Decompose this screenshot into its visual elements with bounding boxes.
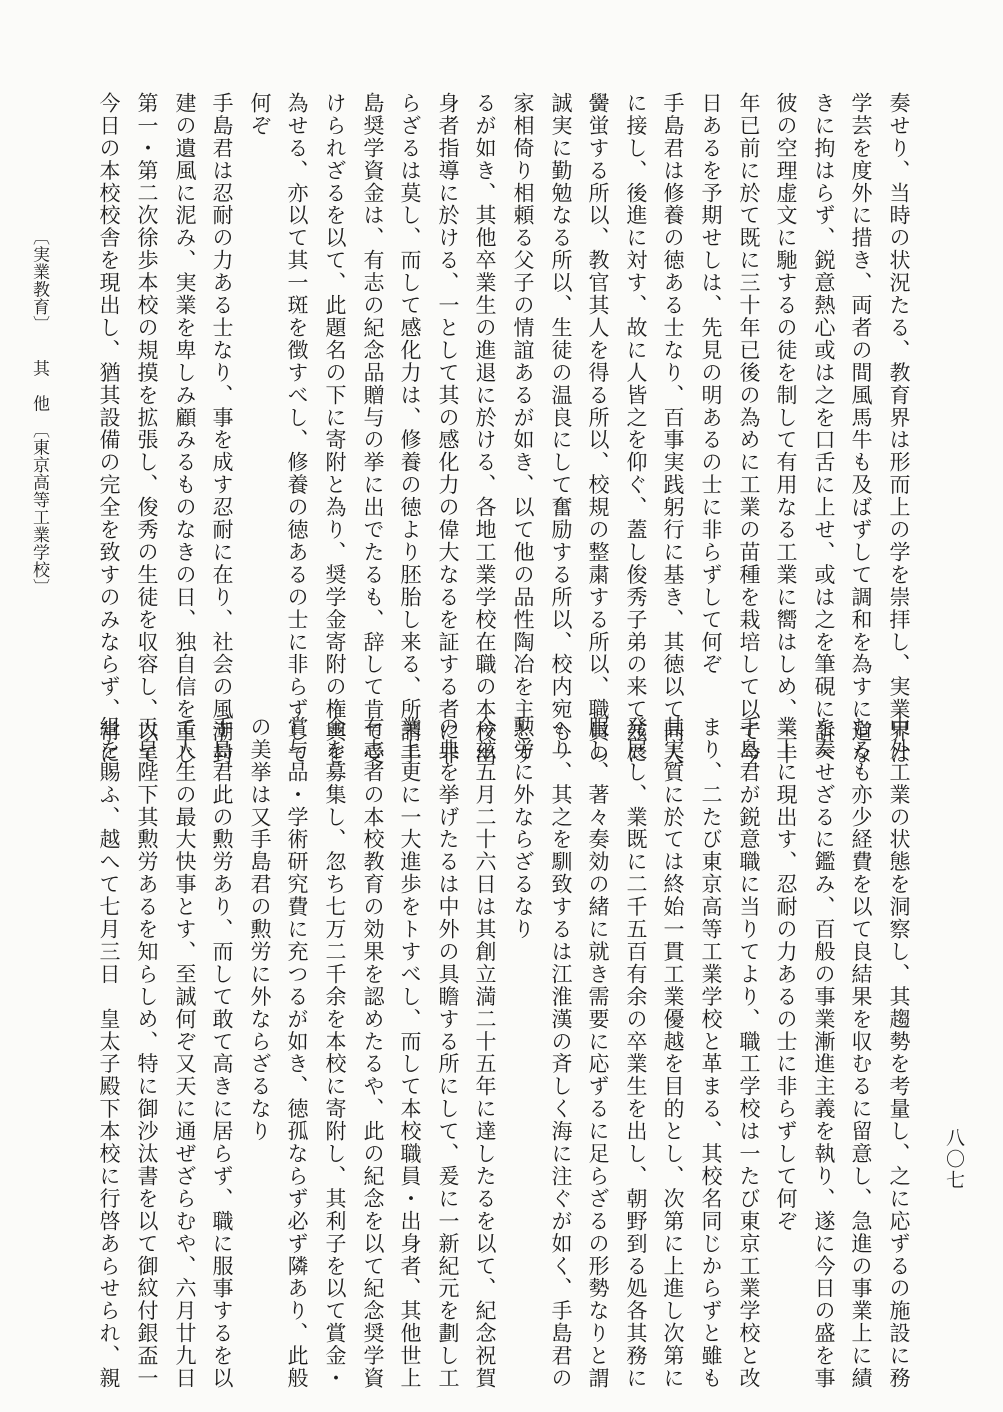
text-column: 日あるを予期せしは、先見の明あるの士に非らずして何ぞ — [699, 92, 723, 676]
text-column: けられざるを以て、此題名の下に寄附と為り、奨学金寄附の権輿を — [323, 92, 347, 766]
text-column: 年已前に於て既に三十年已後の為めに工業の苗種を栽培して以て今 — [737, 92, 761, 766]
text-column: るが如き、其他卒業生の進退に於ける、各地工業学校在職の本校出 — [473, 92, 497, 766]
text-column: むるも亦少経費を以て良結果を収むるに留意し、急進の事業上に績 — [849, 716, 873, 1390]
text-column: に接し、後進に対す、故に人皆之を仰ぐ、蓋し俊秀子弟の来て玆に — [624, 92, 648, 766]
text-column: 黌蛍する所以、教官其人を得る所以、校規の整粛する所以、職員の — [586, 92, 610, 766]
text-column: 学芸を度外に措き、両者の間風馬牛も及ばずして調和を為すに道な — [849, 92, 873, 766]
text-column: 手島君は修養の徳ある士なり、百事実践躬行に基き、其徳以て同人 — [661, 92, 685, 766]
text-column: を奏せざるに鑑み、百般の事業漸進主義を執り、遂に今日の盛を事 — [812, 716, 836, 1390]
text-column: 発展し、業既に二千五百有余の卒業生を出し、朝野到る処各其務に — [624, 716, 648, 1390]
text-column: 金を募集し、忽ち七万二千余を本校に寄附し、其利子を以て賞金・ — [323, 716, 347, 1390]
text-column: 家相倚り相頼る父子の情誼あるが如き、以て他の品性陶冶を主とす — [511, 92, 535, 766]
text-column: 奏せり、当時の状況たる、教育界は形而上の学を崇拝し、実業界は — [887, 92, 911, 766]
text-column: 身者指導に於ける、一として其の感化力の偉大なるを証する者に非 — [436, 92, 460, 766]
text-column: の典を挙げたるは中外の具瞻する所にして、爰に一新紀元を劃し工 — [436, 716, 460, 1390]
text-column: 勲労に外ならざるなり — [511, 716, 535, 941]
text-column: 業上更に一大進歩をトすべし、而して本校職員・出身者、其他世上 — [398, 716, 422, 1390]
text-column: らざるは莫し、而して感化力は、修養の徳より胚胎し来る、所謂手 — [398, 92, 422, 766]
page-number: 八〇七 — [943, 1128, 965, 1191]
text-column: 組を賜ふ、越へて七月三日 皇太子殿下本校に行啓あらせられ、親 — [97, 716, 121, 1390]
text-column: 賞与品・学術研究費に充つるが如き、徳孤ならず必ず隣あり、此般 — [285, 716, 309, 1390]
text-column: 天皇陛下其勲労あるを知らしめ、特に御沙汰書を以て御紋付銀盃一 — [135, 716, 159, 1390]
text-column: 服し、著々奏効の緒に就き需要に応ずるに足らざるの形勢なりと謂 — [586, 716, 610, 1390]
text-column: 業上に現出す、忍耐の力あるの士に非らずして何ぞ — [774, 716, 798, 1233]
text-column: きに拘はらず、鋭意熱心或は之を口舌に上せ、或は之を筆硯に訴へ — [812, 92, 836, 766]
text-column: て人生の最大快事とす、至誠何ぞ又天に通ぜざらむや、六月廿九日 — [173, 716, 197, 1390]
text-column: 島奨学資金は、有志の紀念品贈与の挙に出でたるも、辞して肯て受 — [361, 92, 385, 766]
text-column: 誠実に勤勉なる所以、生徒の温良にして奮励する所以、校内宛も一 — [549, 92, 573, 766]
text-column: 第一・第二次徐歩本校の規摸を拡張し、俊秀の生徒を収容し、以て — [135, 92, 159, 766]
text-column: 其実質に於ては終始一貫工業優越を目的とし、次第に上進し次第に — [661, 716, 685, 1390]
text-column: 中外工業の状態を洞察し、其趨勢を考量し、之に応ずるの施設に務 — [887, 716, 911, 1390]
text-column: まり、二たび東京高等工業学校と革まる、其校名同じからずと雖も — [699, 716, 723, 1390]
running-header: 〔実業教育〕 其 他 〔東京高等工業学校〕 — [29, 228, 49, 596]
text-column: 為せる、亦以て其一斑を徴すべし、修養の徳あるの士に非らずして — [285, 92, 309, 766]
text-column: 手島君が鋭意職に当りてより、職工学校は一たび東京工業学校と改 — [737, 716, 761, 1390]
text-column: 今玆五月二十六日は其創立満二十五年に達したるを以て、紀念祝賀 — [473, 716, 497, 1390]
text-column: 手島君此の勲労あり、而して敢て高きに居らず、職に服事するを以 — [210, 716, 234, 1390]
text-column: 建の遺風に泥み、実業を卑しみ顧みるものなきの日、独自信を重じ — [173, 92, 197, 766]
text-column: 何ぞ — [248, 92, 272, 137]
text-column: の美挙は又手島君の勲労に外ならざるなり — [248, 716, 272, 1143]
text-column: 手島君は忍耐の力ある士なり、事を成す忍耐に在り、社会の風潮封 — [210, 92, 234, 766]
text-column: 今日の本校校舎を現出し、猶其設備の完全を致すのみならず、常に — [97, 92, 121, 766]
text-column: へり、其之を馴致するは江淮漢の斉しく海に注ぐが如く、手島君の — [549, 716, 573, 1390]
text-column: 有志者の本校教育の効果を認めたるや、此の紀念を以て紀念奨学資 — [361, 716, 385, 1390]
text-column: 彼の空理虚文に馳するの徒を制して有用なる工業に嚮はしめ、三十 — [774, 92, 798, 766]
